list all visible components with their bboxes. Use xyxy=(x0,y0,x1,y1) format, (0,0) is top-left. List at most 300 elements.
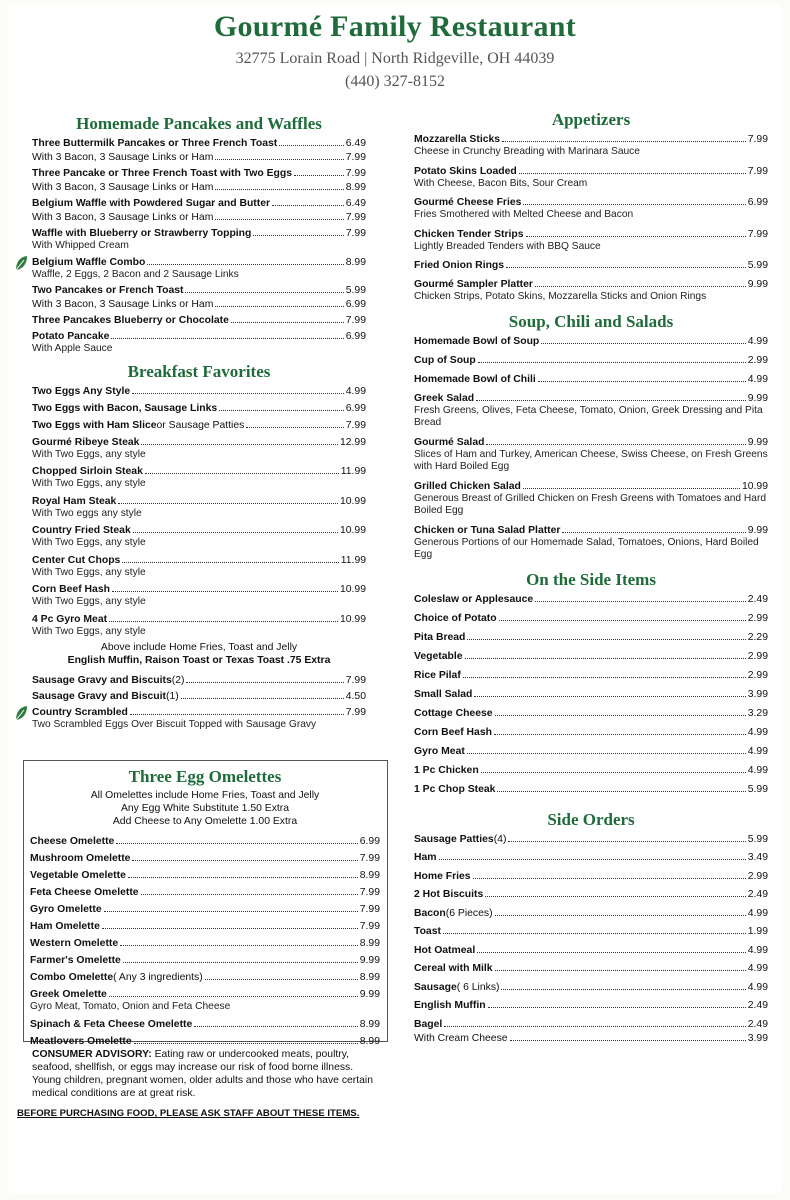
item-name: Greek Salad xyxy=(414,392,475,404)
item-price: 1.99 xyxy=(747,926,768,937)
item-price: 9.99 xyxy=(747,279,768,290)
item-description: Generous Breast of Grilled Chicken on Fresh Greens with Tomatoes and Hard Boiled Egg xyxy=(414,492,767,516)
item-description: Fries Smothered with Melted Cheese and Bacon xyxy=(414,209,634,220)
omelette-note: Add Cheese to Any Omelette 1.00 Extra xyxy=(112,816,298,827)
item-name: Small Salad xyxy=(414,688,473,700)
menu-row xyxy=(30,919,380,933)
menu-row xyxy=(32,150,366,164)
menu-row xyxy=(414,980,768,994)
menu-item xyxy=(30,970,380,984)
menu-row xyxy=(30,953,380,967)
item-name: Toast xyxy=(414,926,441,937)
dot-leader xyxy=(132,384,344,394)
dot-leader xyxy=(215,180,343,190)
menu-item xyxy=(414,887,768,901)
item-price: 9.99 xyxy=(359,989,380,1000)
item-name: Center Cut Chops xyxy=(32,554,121,566)
dot-leader xyxy=(439,850,746,860)
menu-row xyxy=(32,494,366,508)
item-price: 3.49 xyxy=(747,852,768,863)
item-name: Western Omelette xyxy=(30,938,119,949)
item-price: 8.99 xyxy=(345,256,366,268)
item-name-detail: or Sausage Patties xyxy=(156,419,245,431)
menu-item xyxy=(414,479,768,518)
menu-item xyxy=(30,851,380,865)
section-title: Side Orders xyxy=(547,809,635,829)
dot-leader xyxy=(495,961,746,971)
dot-leader xyxy=(477,943,746,953)
menu-item xyxy=(32,582,366,609)
item-price: 7.99 xyxy=(345,675,366,686)
item-description: With Two Eggs, any style xyxy=(32,596,146,607)
dot-leader xyxy=(473,869,746,879)
menu-item xyxy=(30,902,380,916)
item-name: Mushroom Omelette xyxy=(30,853,131,864)
dot-leader xyxy=(497,782,745,792)
dot-leader xyxy=(501,980,745,990)
menu-row xyxy=(414,906,768,920)
dot-leader xyxy=(109,987,358,997)
dot-leader xyxy=(102,919,358,929)
dot-leader xyxy=(147,255,343,265)
dot-leader xyxy=(128,868,358,878)
menu-item xyxy=(414,1017,768,1045)
item-price: 7.99 xyxy=(747,165,768,177)
dot-leader xyxy=(219,401,344,411)
menu-row xyxy=(32,464,366,478)
dot-leader xyxy=(538,372,746,382)
dot-leader xyxy=(181,689,344,699)
item-price: 10.99 xyxy=(741,480,768,492)
item-name: Sausage Gravy and Biscuit xyxy=(32,691,166,702)
dot-leader xyxy=(215,150,343,160)
item-price: 7.99 xyxy=(359,853,380,864)
item-price: 4.99 xyxy=(747,373,768,385)
menu-row xyxy=(414,782,768,796)
item-name: Sausage xyxy=(414,981,457,993)
menu-row xyxy=(32,180,366,194)
menu-item xyxy=(32,313,366,327)
item-price: 4.99 xyxy=(747,745,768,757)
menu-row xyxy=(32,689,366,703)
item-description: Generous Portions of our Homemade Salad, Tomatoes, Onions, Hard Boiled Egg xyxy=(414,536,759,560)
item-name: With 3 Bacon, 3 Sausage Links or Ham xyxy=(32,299,214,310)
item-name: Hot Oatmeal xyxy=(414,944,476,956)
menu-row xyxy=(414,227,768,241)
item-price: 4.99 xyxy=(747,726,768,738)
menu-item xyxy=(30,953,380,967)
item-description: Cheese in Crunchy Breading with Marinara Sauce xyxy=(414,146,640,157)
item-price: 4.99 xyxy=(747,764,768,776)
item-description: With Cheese, Bacon Bits, Sour Cream xyxy=(414,177,588,189)
item-description: With Apple Sauce xyxy=(32,343,113,354)
menu-row xyxy=(414,132,768,146)
item-name: Gourmé Salad xyxy=(414,436,485,448)
item-name: Two Eggs with Bacon, Sausage Links xyxy=(32,402,218,414)
section-pancakes xyxy=(32,112,366,356)
item-price: 7.99 xyxy=(345,152,366,163)
menu-item xyxy=(30,885,380,899)
dot-leader xyxy=(215,297,343,307)
dot-leader xyxy=(444,1017,745,1027)
item-description: Fresh Greens, Olives, Feta Cheese, Tomato, Onion, Greek Dressing and Pita Bread xyxy=(414,404,763,428)
dot-leader xyxy=(523,479,740,489)
menu-item xyxy=(414,649,768,663)
item-name: Coleslaw or Applesauce xyxy=(414,593,534,605)
item-name-detail: (4) xyxy=(493,833,507,845)
item-price: 4.99 xyxy=(747,335,768,347)
section-title: Appetizers xyxy=(551,110,631,129)
menu-item xyxy=(414,277,768,304)
item-name: Meatlovers Omelette xyxy=(30,1035,132,1047)
item-price: 6.49 xyxy=(345,198,366,209)
item-name: With 3 Bacon, 3 Sausage Links or Ham xyxy=(32,212,214,223)
menu-row xyxy=(32,612,366,626)
restaurant-title: Gourmé Family Restaurant xyxy=(213,10,577,43)
menu-row xyxy=(414,479,768,493)
dot-leader xyxy=(112,582,338,592)
menu-row xyxy=(414,924,768,938)
menu-item xyxy=(414,687,768,701)
menu-item xyxy=(414,195,768,222)
menu-row xyxy=(414,195,768,209)
dot-leader xyxy=(467,744,746,754)
restaurant-address: 32775 Lorain Road | North Ridgeville, OH 44039 xyxy=(235,50,555,67)
item-name: Two Eggs with Ham Slice xyxy=(32,419,157,431)
menu-row xyxy=(32,283,366,297)
dot-leader xyxy=(474,687,745,697)
item-name: Corn Beef Hash xyxy=(32,584,110,595)
dot-leader xyxy=(104,902,358,912)
item-name: With 3 Bacon, 3 Sausage Links or Ham xyxy=(32,152,214,163)
menu-row xyxy=(32,196,366,210)
menu-row xyxy=(30,970,380,984)
menu-row xyxy=(30,987,380,1001)
dot-leader xyxy=(185,283,343,293)
item-price: 7.99 xyxy=(747,134,768,145)
menu-item xyxy=(30,834,380,848)
item-name: Vegetable xyxy=(414,650,463,662)
dot-leader xyxy=(194,1017,358,1027)
item-name: Fried Onion Rings xyxy=(414,260,505,271)
item-name: Two Eggs Any Style xyxy=(32,385,131,397)
item-name: Combo Omelette xyxy=(30,972,114,983)
dot-leader xyxy=(562,523,745,533)
item-name: Three Pancakes Blueberry or Chocolate xyxy=(32,315,229,326)
menu-row xyxy=(414,611,768,625)
menu-item xyxy=(414,435,768,474)
menu-item xyxy=(414,164,768,191)
item-price: 2.49 xyxy=(747,889,768,900)
dot-leader xyxy=(134,1034,358,1044)
menu-row xyxy=(32,673,366,687)
menu-row xyxy=(414,523,768,537)
menu-row xyxy=(414,258,768,272)
item-description: With Two Eggs, any style xyxy=(32,478,146,489)
section-title: Breakfast Favorites xyxy=(127,361,271,381)
item-name: Belgium Waffle with Powdered Sugar and Butter xyxy=(32,198,271,209)
menu-row xyxy=(32,136,366,150)
item-name: Cereal with Milk xyxy=(414,963,493,974)
item-name: Homemade Bowl of Soup xyxy=(414,335,540,347)
menu-row xyxy=(414,1017,768,1031)
menu-item xyxy=(414,943,768,957)
item-name: Grilled Chicken Salad xyxy=(414,480,521,492)
menu-item xyxy=(32,418,366,432)
menu-item xyxy=(414,523,768,562)
menu-item xyxy=(32,166,366,194)
item-name: Bagel xyxy=(414,1018,443,1030)
menu-item xyxy=(30,919,380,933)
dot-leader xyxy=(231,313,344,323)
menu-item xyxy=(32,283,366,311)
menu-item xyxy=(32,136,366,164)
item-price: 3.99 xyxy=(747,688,768,700)
breakfast-extra-note: English Muffin, Raison Toast or Texas Toast .75 Extra xyxy=(67,655,331,666)
item-name: Vegetable Omelette xyxy=(30,870,126,881)
dot-leader xyxy=(118,494,338,504)
dot-leader xyxy=(272,196,344,206)
item-price: 7.99 xyxy=(345,168,366,179)
item-name-detail: (2) xyxy=(171,675,185,686)
item-price: 8.99 xyxy=(359,1035,380,1047)
dot-leader xyxy=(519,164,746,174)
dot-leader xyxy=(526,227,746,237)
item-price: 9.99 xyxy=(747,392,768,404)
section-side-orders xyxy=(414,808,768,1045)
menu-item xyxy=(414,391,768,430)
dot-leader xyxy=(486,435,745,445)
menu-row xyxy=(414,943,768,957)
menu-row xyxy=(414,850,768,864)
item-price: 7.99 xyxy=(359,921,380,932)
item-name: Waffle with Blueberry or Strawberry Topping xyxy=(32,228,252,239)
item-name: Feta Cheese Omelette xyxy=(30,887,139,898)
dot-leader xyxy=(133,523,338,533)
menu-row xyxy=(32,166,366,180)
item-price: 5.99 xyxy=(747,833,768,845)
omelette-note: All Omelettes include Home Fries, Toast and Jelly xyxy=(90,790,320,801)
item-name-detail: ( 6 Links) xyxy=(456,981,500,993)
menu-item xyxy=(414,372,768,386)
item-price: 7.99 xyxy=(747,228,768,240)
dot-leader xyxy=(488,998,746,1008)
leaf-icon xyxy=(15,255,28,271)
dot-leader xyxy=(485,887,745,897)
item-price: 2.99 xyxy=(747,354,768,366)
item-price: 4.50 xyxy=(345,691,366,702)
dot-leader xyxy=(246,418,343,428)
item-name: Home Fries xyxy=(414,870,471,882)
item-name: Farmer's Omelette xyxy=(30,955,121,966)
item-price: 2.99 xyxy=(747,612,768,624)
item-name: Three Pancake or Three French Toast with Two Eggs xyxy=(32,168,293,179)
right-column xyxy=(414,108,768,1049)
item-description: Slices of Ham and Turkey, American Cheese, Swiss Cheese, on Fresh Greens with Hard Boiled Egg xyxy=(414,448,768,472)
menu-item xyxy=(32,464,366,491)
item-name: Corn Beef Hash xyxy=(414,726,492,738)
menu-row xyxy=(414,725,768,739)
section-soup xyxy=(414,310,768,562)
dot-leader xyxy=(465,649,746,659)
menu-item xyxy=(414,782,768,796)
item-name: Country Scrambled xyxy=(32,707,128,718)
menu-item xyxy=(414,906,768,920)
omelettes-box xyxy=(23,760,388,1047)
menu-row xyxy=(32,435,366,449)
menu-row xyxy=(414,372,768,386)
item-description: Waffle, 2 Eggs, 2 Bacon and 2 Sausage Links xyxy=(32,268,239,280)
menu-row xyxy=(30,834,380,848)
menu-row xyxy=(32,210,366,224)
item-price: 6.99 xyxy=(345,299,366,310)
item-name: Spinach & Feta Cheese Omelette xyxy=(30,1018,193,1030)
item-name: 4 Pc Gyro Meat xyxy=(32,613,108,625)
item-name: Cup of Soup xyxy=(414,354,476,366)
item-price: 12.99 xyxy=(339,436,366,448)
item-description: With Whipped Cream xyxy=(32,240,129,251)
menu-row xyxy=(32,705,366,719)
menu-item xyxy=(414,611,768,625)
dot-leader xyxy=(186,673,343,683)
menu-row xyxy=(414,706,768,720)
section-appetizers xyxy=(414,108,768,304)
item-name: Sausage Patties xyxy=(414,833,494,845)
menu-item xyxy=(414,592,768,606)
menu-item xyxy=(30,868,380,882)
menu-row xyxy=(414,391,768,405)
menu-item xyxy=(30,987,380,1014)
item-description: Chicken Strips, Potato Skins, Mozzarella Sticks and Onion Rings xyxy=(414,291,707,302)
item-name: Choice of Potato xyxy=(414,612,497,624)
item-name: Gyro Meat xyxy=(414,745,465,757)
omelette-note: Any Egg White Substitute 1.50 Extra xyxy=(120,803,290,814)
dot-leader xyxy=(535,592,746,602)
advisory-text: Eating raw or undercooked meats, poultry, seafood, shellfish, or eggs may increase our risk of food borne illness. Young children, pregnant women, older adults and those who have certain medical conditions are at great risk. xyxy=(32,1049,374,1099)
item-name: Pita Bread xyxy=(414,631,466,643)
item-name: Chicken or Tuna Salad Platter xyxy=(414,524,561,536)
item-price: 8.99 xyxy=(359,870,380,881)
item-name: Gourmé Ribeye Steak xyxy=(32,436,140,448)
dot-leader xyxy=(541,334,745,344)
item-price: 11.99 xyxy=(340,554,366,566)
menu-row xyxy=(32,401,366,415)
item-name: Potato Skins Loaded xyxy=(414,165,517,177)
menu-row xyxy=(414,763,768,777)
menu-row xyxy=(32,553,366,567)
dot-leader xyxy=(122,553,338,563)
menu-row xyxy=(30,885,380,899)
item-name: Royal Ham Steak xyxy=(32,495,117,507)
menu-row xyxy=(414,435,768,449)
menu-item xyxy=(414,706,768,720)
dot-leader xyxy=(294,166,344,176)
item-name: Cottage Cheese xyxy=(414,707,493,719)
item-price: 2.49 xyxy=(747,1000,768,1011)
item-price: 10.99 xyxy=(339,495,366,507)
item-description: With Two eggs any style xyxy=(32,507,142,519)
item-price: 3.29 xyxy=(747,707,768,719)
menu-item xyxy=(414,668,768,682)
section-title: Homemade Pancakes and Waffles xyxy=(76,114,322,133)
section-breakfast xyxy=(32,360,366,732)
item-price: 5.99 xyxy=(747,260,768,271)
menu-item xyxy=(32,673,366,687)
menu-item xyxy=(32,196,366,224)
item-name: Potato Pancake xyxy=(32,331,110,342)
dot-leader xyxy=(215,210,343,220)
menu-item xyxy=(32,689,366,703)
menu-item xyxy=(32,401,366,415)
item-price: 6.99 xyxy=(747,197,768,208)
item-name: Country Fried Steak xyxy=(32,525,131,536)
allergy-notice-b: PLEASE ASK STAFF ABOUT THESE ITEMS. xyxy=(157,1108,360,1119)
menu-row xyxy=(30,868,380,882)
dot-leader xyxy=(508,832,745,842)
menu-row xyxy=(32,226,366,240)
menu-row xyxy=(414,164,768,178)
menu-row xyxy=(414,277,768,291)
menu-row xyxy=(32,255,366,269)
item-price: 2.99 xyxy=(747,669,768,681)
item-price: 4.99 xyxy=(747,981,768,993)
item-price: 10.99 xyxy=(339,525,366,536)
menu-row xyxy=(32,297,366,311)
menu-row xyxy=(414,687,768,701)
item-name: Gyro Omelette xyxy=(30,904,102,915)
item-price: 2.99 xyxy=(747,870,768,882)
item-name: 2 Hot Biscuits xyxy=(414,889,484,900)
menu-row xyxy=(32,329,366,343)
item-price: 5.99 xyxy=(345,285,366,296)
item-name: Ham Omelette xyxy=(30,921,100,932)
section-title: Soup, Chili and Salads xyxy=(508,311,674,331)
menu-item xyxy=(414,763,768,777)
dot-leader xyxy=(130,705,344,715)
dot-leader xyxy=(109,612,338,622)
item-price: 4.99 xyxy=(747,963,768,974)
dot-leader xyxy=(535,277,746,287)
item-name: English Muffin xyxy=(414,1000,486,1011)
item-description: Lightly Breaded Tenders with BBQ Sauce xyxy=(414,240,601,252)
menu-item xyxy=(30,1034,380,1048)
menu-row xyxy=(32,582,366,596)
dot-leader xyxy=(495,906,746,916)
menu-row xyxy=(414,649,768,663)
menu-row xyxy=(414,832,768,846)
menu-row xyxy=(414,744,768,758)
item-price: 6.49 xyxy=(345,138,366,149)
item-name-detail: (1) xyxy=(165,691,179,702)
item-description: Two Scrambled Eggs Over Biscuit Topped with Sausage Gravy xyxy=(32,719,317,730)
breakfast-note: Above include Home Fries, Toast and Jelly xyxy=(100,642,298,653)
section-side-items xyxy=(414,568,768,796)
menu-item xyxy=(32,329,366,356)
item-name: Chopped Sirloin Steak xyxy=(32,466,143,477)
item-price: 10.99 xyxy=(339,613,366,625)
item-name: Cheese Omelette xyxy=(30,836,115,847)
menu-row xyxy=(414,353,768,367)
menu-item xyxy=(414,630,768,644)
menu-item xyxy=(414,869,768,883)
item-price: 4.99 xyxy=(345,385,366,397)
dot-leader xyxy=(123,953,358,963)
menu-row xyxy=(30,851,380,865)
item-price: 8.99 xyxy=(359,972,380,983)
dot-leader xyxy=(476,391,746,401)
dot-leader xyxy=(141,885,358,895)
item-price: 6.99 xyxy=(345,331,366,342)
